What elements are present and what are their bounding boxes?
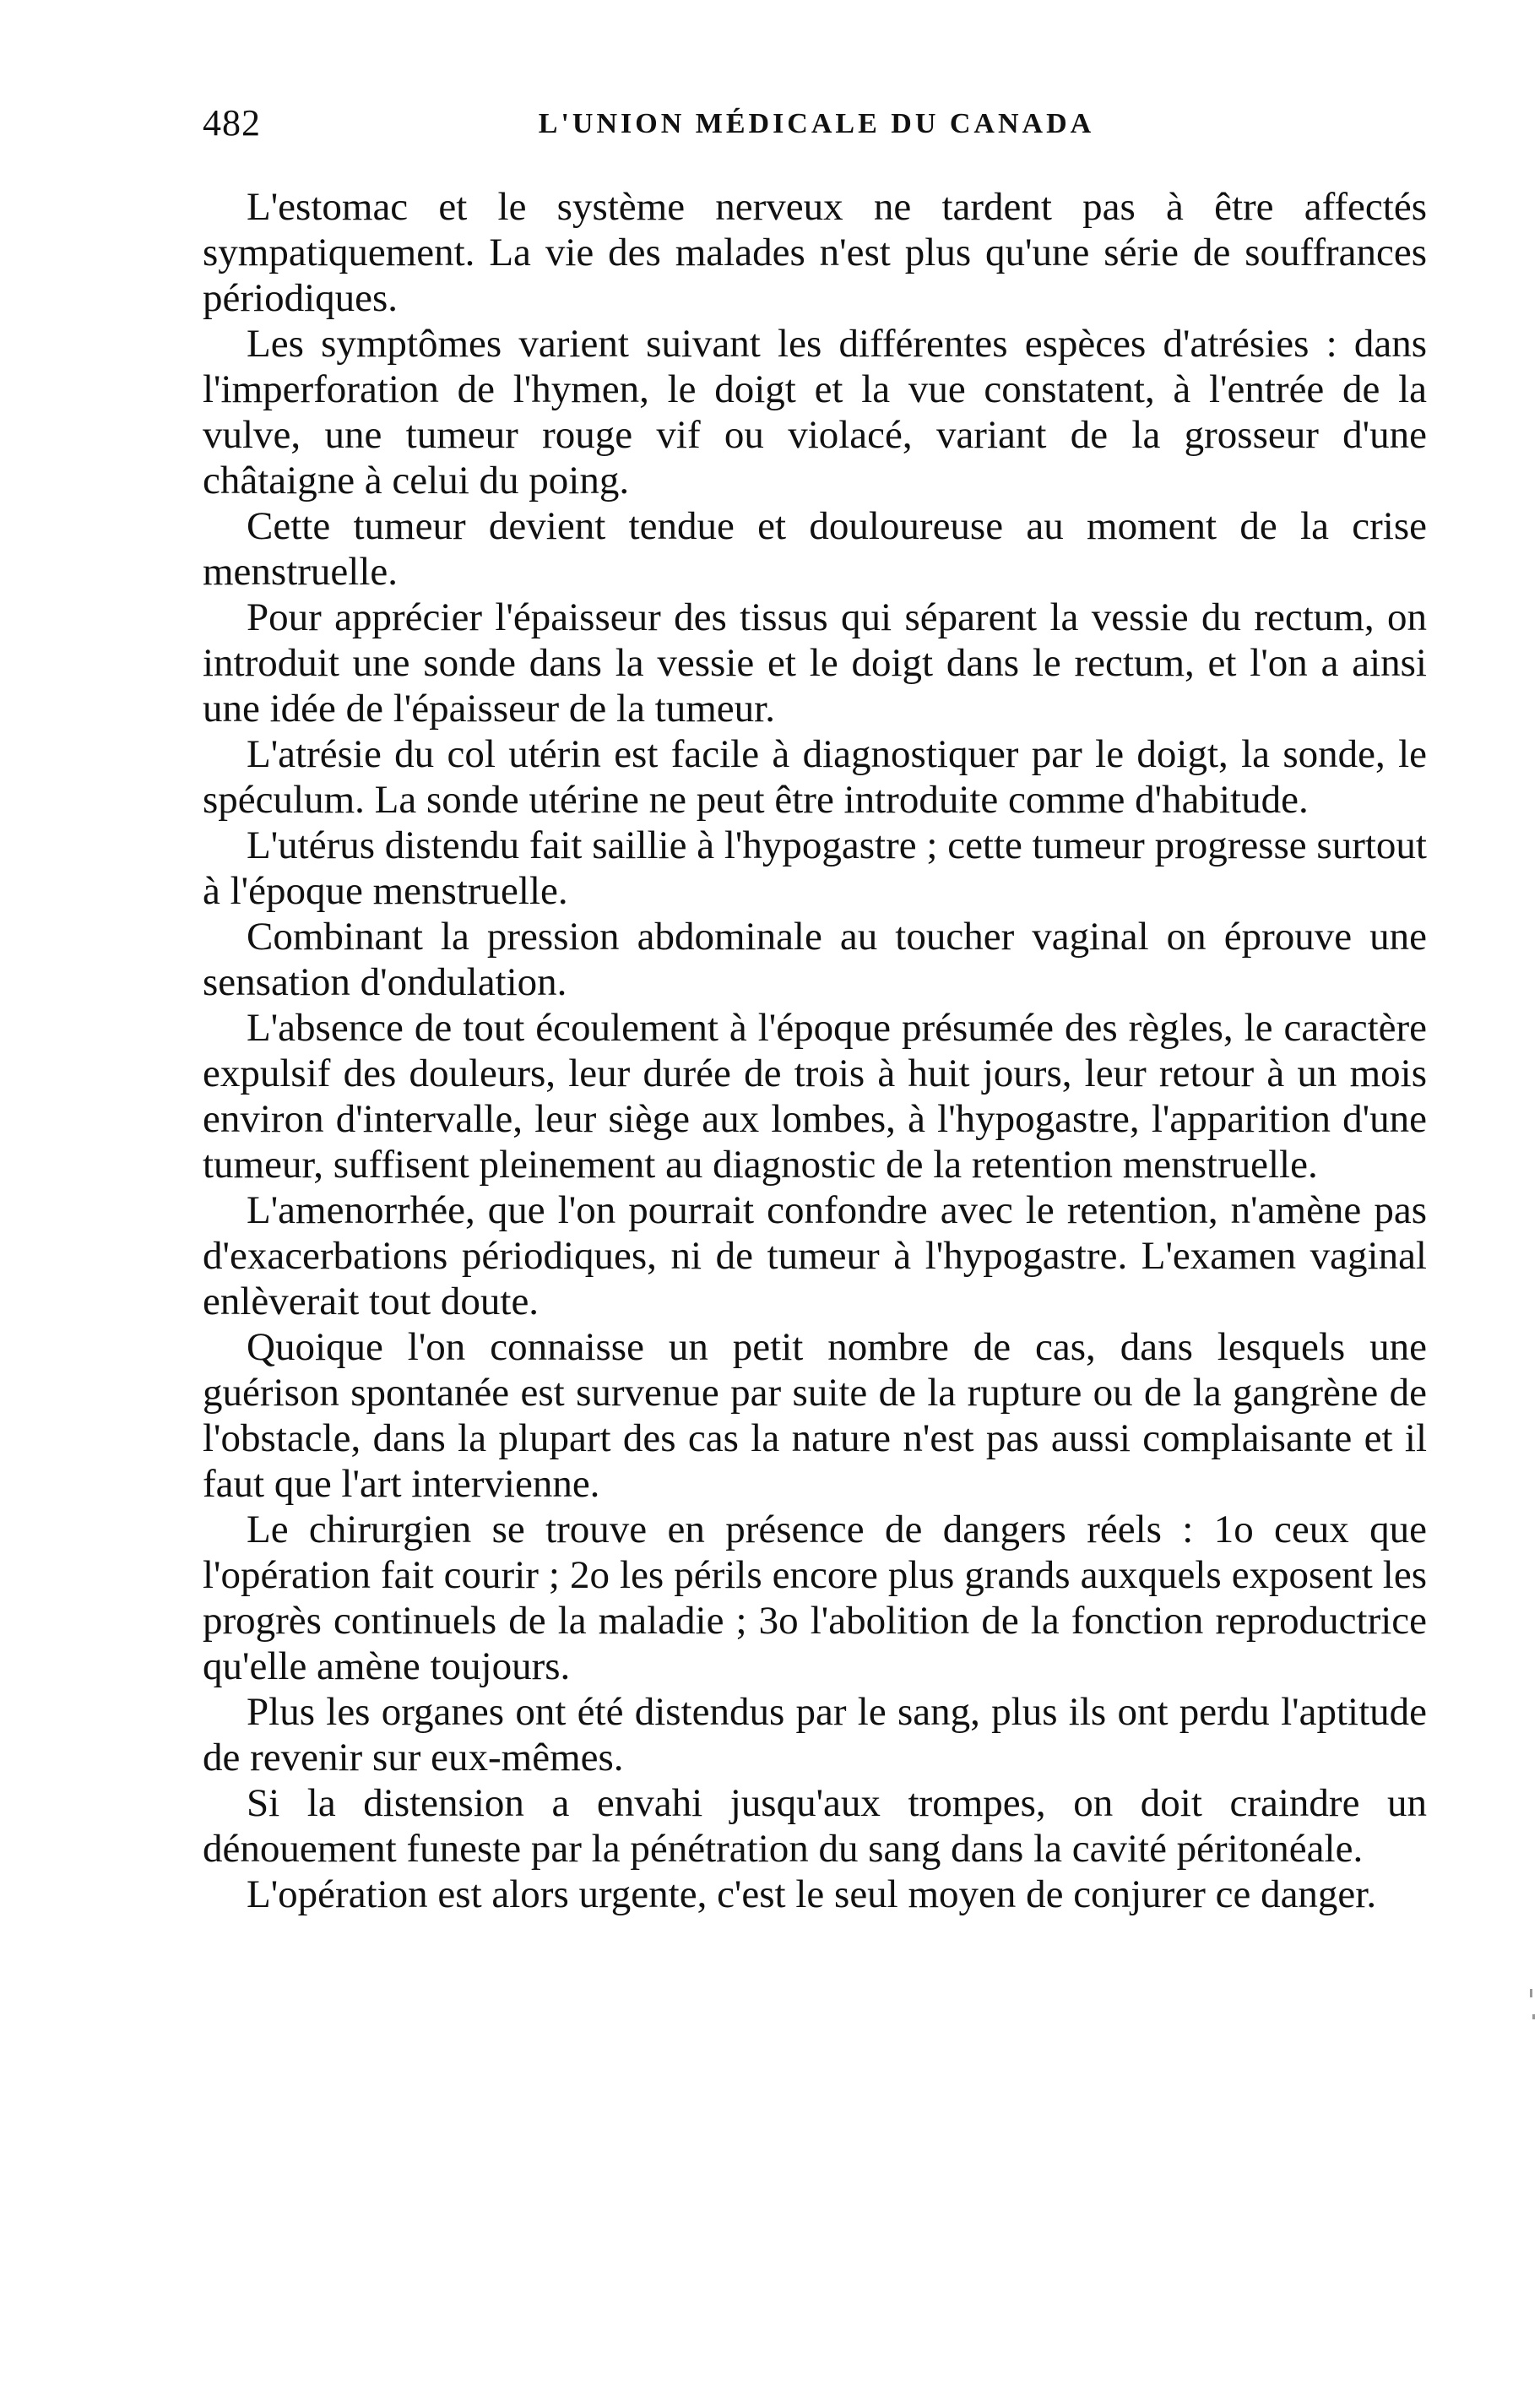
paragraph: Si la distension a envahi jusqu'aux trompes, on doit craindre un dénouement funeste par la pénétration du sang dans la cavité péritonéale.: [203, 1781, 1427, 1871]
paragraph: L'opération est alors urgente, c'est le seul moyen de conjurer ce danger.: [247, 1872, 1377, 1916]
scan-speck: [1530, 1989, 1532, 1997]
paragraph: L'utérus distendu fait saillie à l'hypogastre ; cette tumeur progresse surtout à l'époque menstruelle.: [203, 823, 1427, 913]
paragraph: L'estomac et le système nerveux ne tardent pas à être affectés sympatiquement. La vie des malades n'est plus qu'une série de souffrances périodiques.: [203, 185, 1427, 320]
paragraph: L'amenorrhée, que l'on pourrait confondre avec le retention, n'amène pas d'exacerbations périodiques, ni de tumeur à l'hypogastre. L'examen vaginal enlèverait tout doute.: [203, 1188, 1427, 1323]
running-head: [203, 101, 1430, 152]
paragraph: Cette tumeur devient tendue et douloureuse au moment de la crise menstruelle.: [203, 504, 1427, 594]
journal-title: L'UNION MÉDICALE DU CANADA: [538, 108, 1095, 139]
paragraph: L'atrésie du col utérin est facile à diagnostiquer par le doigt, la sonde, le spéculum. La sonde utérine ne peut être introduite comme d'habitude.: [203, 732, 1427, 822]
paragraph: Pour apprécier l'épaisseur des tissus qui séparent la vessie du rectum, on introduit une sonde dans la vessie et le doigt dans le rectum, et l'on a ainsi une idée de l'épaisseur de la tumeur.: [203, 595, 1427, 731]
paragraph: Quoique l'on connaisse un petit nombre de cas, dans lesquels une guérison spontanée est survenue par suite de la rupture ou de la gangrène de l'obstacle, dans la plupart des cas la nature n'est pas aussi complaisante et il faut que l'art intervienne.: [203, 1325, 1427, 1506]
paragraph: Les symptômes varient suivant les différentes espèces d'atrésies : dans l'imperforation de l'hymen, le doigt et la vue constatent, à l'entrée de la vulve, une tumeur rouge vif ou violacé, variant de la grosseur d'une châtaigne à celui du poing.: [203, 322, 1427, 503]
scan-speck: [1532, 2014, 1535, 2019]
paragraph: Plus les organes ont été distendus par le sang, plus ils ont perdu l'aptitude de revenir sur eux-mêmes.: [203, 1690, 1427, 1779]
paragraph: Combinant la pression abdominale au toucher vaginal on éprouve une sensation d'ondulation.: [203, 915, 1427, 1004]
article-body: [203, 184, 1427, 1917]
paragraph: Le chirurgien se trouve en présence de dangers réels : 1o ceux que l'opération fait courir ; 2o les périls encore plus grands auxquels exposent les progrès continuels de la maladie ; 3o l'abolition de la fonction reproductrice qu'elle amène toujours.: [203, 1508, 1427, 1688]
page-number: 482: [203, 102, 261, 144]
paragraph: L'absence de tout écoulement à l'époque présumée des règles, le caractère expulsif des douleurs, leur durée de trois à huit jours, leur retour à un mois environ d'intervalle, leur siège aux lombes, à l'hypogastre, l'apparition d'une tumeur, suffisent pleinement au diagnostic de la retention menstruelle.: [203, 1006, 1427, 1187]
